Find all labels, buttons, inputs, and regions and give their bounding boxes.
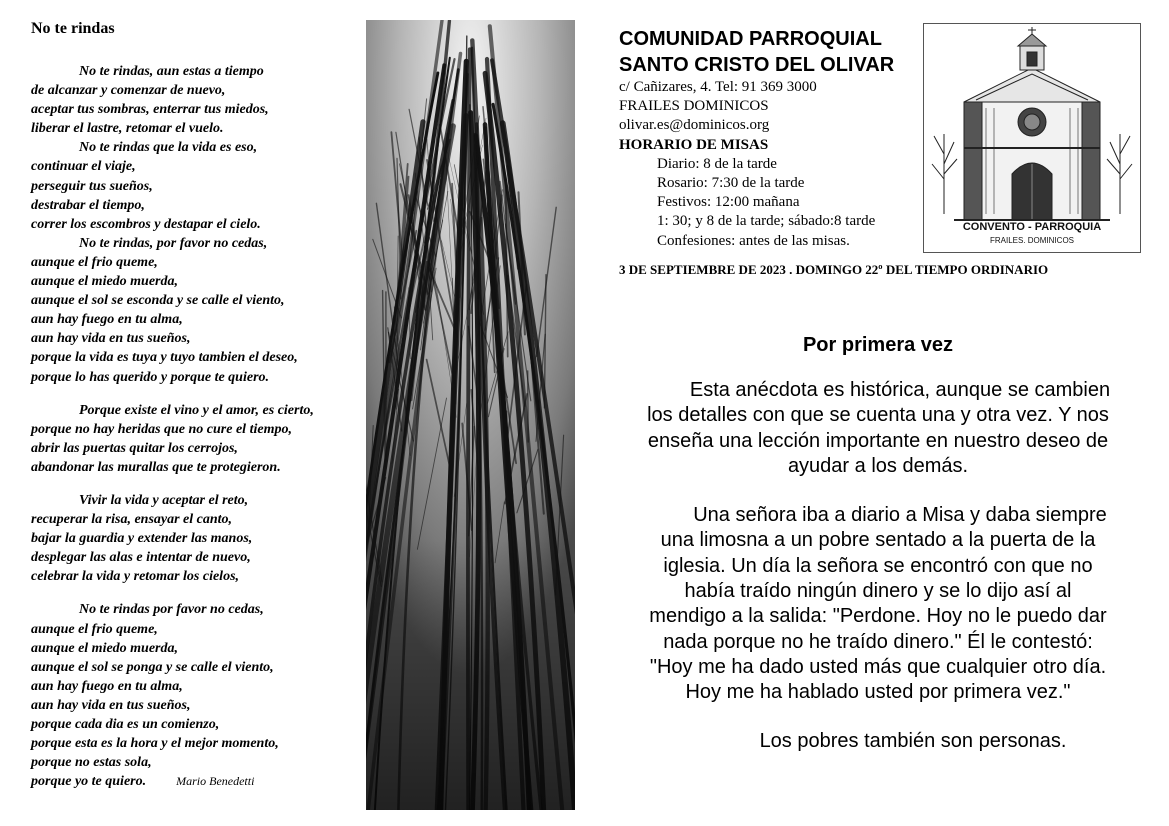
poem-line: No te rindas que la vida es eso, [79, 140, 258, 156]
story-line: ayudar a los demás. [787, 454, 969, 477]
poem-line: aceptar tus sombras, enterrar tus miedos, [31, 102, 269, 118]
parish-address: c/ Cañizares, 4. Tel: 91 369 3000 [619, 79, 817, 95]
poem-title: No te rindas [31, 20, 115, 37]
parish-header [619, 26, 894, 251]
date-line: 3 DE SEPTIEMBRE DE 2023 . DOMINGO 22º DEL TIEMPO ORDINARIO [619, 262, 1049, 277]
poem-line: porque la vida es tuya y tuyo tambien el deseo, [31, 350, 298, 366]
poem-line: porque cada dia es un comienzo, [31, 717, 220, 732]
mass-schedule-item: 1: 30; y 8 de la tarde; sábado:8 tarde [657, 213, 876, 230]
mass-schedule-item: Rosario: 7:30 de la tarde [657, 175, 805, 192]
poem-line: aunque el miedo muerda, [31, 274, 179, 290]
poem-line: destrabar el tiempo, [31, 197, 145, 213]
poem-line: porque yo te quiero. [31, 774, 147, 790]
mass-schedule-item: Festivos: 12:00 mañana [657, 194, 800, 211]
poem-line: porque esta es la hora y el mejor momento, [31, 736, 279, 752]
story-line: mendigo a la salida: "Perdone. Hoy no le puedo dar [649, 605, 1107, 628]
story-line: una limosna a un pobre sentado a la puerta de la [660, 529, 1096, 552]
poem-line: porque lo has querido y porque te quiero. [31, 369, 270, 385]
story-moral: Los pobres también son personas. [759, 729, 1067, 752]
story-section [615, 334, 1141, 753]
poem-line: recuperar la risa, ensayar el canto, [31, 512, 233, 528]
poem-line: porque no estas sola, [31, 755, 152, 771]
poem-line: aun hay vida en tus sueños, [31, 697, 191, 713]
mass-schedule-list [619, 155, 894, 251]
story-line: Hoy me ha hablado usted por primera vez." [685, 681, 1071, 704]
story-line: nada porque no he traído dinero." Él le contestó: [663, 630, 1093, 653]
poem-line: bajar la guardia y extender las manos, [31, 531, 253, 547]
forest-photo [366, 20, 575, 810]
poem-last-row [31, 772, 366, 791]
poem-line: continuar el viaje, [31, 159, 136, 175]
poem-body [31, 62, 366, 791]
story-line: "Hoy me ha dado usted más que cualquier otro día. [649, 655, 1107, 678]
mass-schedule-item: Diario: 8 de la tarde [657, 155, 777, 172]
poem-line: aunque el sol se esconda y se calle el viento, [31, 293, 285, 309]
poem-line: aun hay fuego en tu alma, [31, 312, 183, 328]
church-drawing [923, 23, 1141, 253]
poem-line: aunque el miedo muerda, [31, 640, 179, 656]
mass-schedule-item: Confesiones: antes de las misas. [657, 232, 850, 249]
parish-order: FRAILES DOMINICOS [619, 98, 769, 115]
story-line: había traído ningún dinero y se lo dijo así al [684, 580, 1072, 603]
parish-name-line2: SANTO CRISTO DEL OLIVAR [619, 54, 895, 76]
church-caption-sub: FRAILES. DOMINICOS [989, 236, 1075, 245]
poem-line: abandonar las murallas que te protegieron. [31, 459, 281, 475]
story-line: Una señora iba a diario a Misa y daba siempre [693, 504, 1107, 527]
story-line: iglesia. Un día la señora se encontró con que no [663, 554, 1093, 577]
story-paragraph-1 [615, 378, 1141, 479]
poem-line: correr los escombros y destapar el cielo. [31, 216, 261, 232]
parish-name-line1: COMUNIDAD PARROQUIAL [619, 28, 882, 50]
tree-branch [528, 371, 529, 442]
poem-line: No te rindas, aun estas a tiempo [79, 64, 264, 79]
poem-line: aun hay vida en tus sueños, [31, 331, 191, 347]
church-caption-main: CONVENTO - PARROQUIA [962, 221, 1102, 233]
poem-line: No te rindas, por favor no cedas, [79, 235, 268, 251]
poem-line: celebrar la vida y retomar los cielos, [31, 569, 240, 585]
story-title: Por primera vez [802, 334, 954, 356]
story-line: Esta anécdota es histórica, aunque se cambien [689, 379, 1111, 401]
poem-section [31, 20, 366, 791]
poem-line: desplegar las alas e intentar de nuevo, [31, 550, 251, 566]
poem-author: Mario Benedetti [176, 774, 255, 789]
story-line: los detalles con que se cuenta una y otra vez. Y nos [647, 404, 1109, 427]
parish-email: olivar.es@dominicos.org [619, 117, 770, 134]
poem-line: porque no hay heridas que no cure el tiempo, [31, 421, 292, 437]
poem-line: perseguir tus sueños, [31, 178, 153, 194]
poem-line: No te rindas por favor no cedas, [79, 602, 264, 618]
poem-line: liberar el lastre, retomar el vuelo. [31, 121, 224, 137]
poem-line: abrir las puertas quitar los cerrojos, [31, 440, 238, 456]
mass-schedule-heading: HORARIO DE MISAS [619, 136, 769, 153]
poem-line: Vivir la vida y aceptar el reto, [79, 492, 249, 508]
poem-line: Porque existe el vino y el amor, es cierto, [79, 402, 314, 418]
poem-line: aunque el sol se ponga y se calle el viento, [31, 659, 274, 675]
story-line: enseña una lección importante en nuestro deseo de [647, 429, 1109, 452]
poem-line: aunque el frio queme, [31, 254, 158, 270]
story-paragraph-2 [615, 503, 1141, 705]
poem-line: de alcanzar y comenzar de nuevo, [31, 83, 226, 99]
poem-line: aunque el frio queme, [31, 621, 158, 637]
poem-line: aun hay fuego en tu alma, [31, 678, 183, 694]
